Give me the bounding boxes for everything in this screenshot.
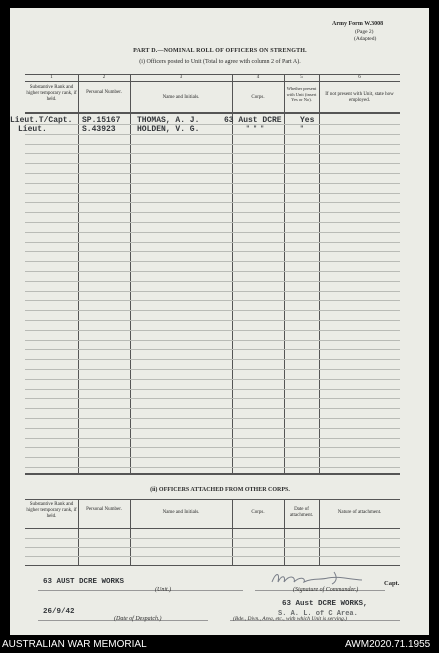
col-header-employed: If not present with Unit, state how employed. (325, 92, 394, 103)
ruled-line (25, 251, 400, 252)
ruled-line (25, 163, 400, 164)
ruled-line (25, 457, 400, 458)
ruled-line (25, 242, 400, 243)
col-number-5: 5 (300, 75, 303, 80)
section1-title: (i) Officers posted to Unit (Total to agree with column 2 of Part A). (139, 59, 301, 65)
col2-header-name: Name and Initials. (162, 510, 200, 515)
section2-title: (ii) OFFICERS ATTACHED FROM OTHER CORPS. (150, 487, 290, 493)
col2-header-date: Date of attachment. (289, 507, 314, 518)
row-present: " (300, 125, 304, 132)
col-header-present: Whether present with Unit (insert Yes or No). (286, 86, 317, 102)
ruled-line (25, 538, 400, 539)
date-label: (Date of Despatch.) (114, 616, 162, 622)
ruled-line (25, 408, 400, 409)
table-row (10, 125, 410, 135)
col-number-3: 3 (179, 75, 183, 80)
footer-right: AWM2020.71.1955 (345, 639, 431, 650)
stamp-line-1: 63 Aust DCRE WORKS, (282, 600, 368, 608)
col2-header-rank: Substantive Rank and higher temporary rank, if held. (26, 502, 77, 519)
ruled-line (25, 349, 400, 350)
date-value: 26/9/42 (43, 608, 75, 616)
ruled-line (25, 310, 400, 311)
form-sheet (10, 8, 429, 635)
form-page: (Page 2) (355, 29, 374, 35)
col-number-1: 1 (50, 75, 53, 80)
ruled-line (25, 379, 400, 380)
row-rank: Lieut.T/Capt. (10, 116, 73, 125)
ruled-line (25, 447, 400, 448)
row-rank: Lieut. (18, 125, 47, 134)
commander-signature (268, 568, 378, 588)
ruled-line (25, 389, 400, 390)
ruled-line (25, 438, 400, 439)
ruled-line (25, 291, 400, 292)
ruled-line (25, 418, 400, 419)
ruled-line (25, 212, 400, 213)
ruled-line (25, 320, 400, 321)
ruled-line (25, 173, 400, 174)
ruled-line (25, 340, 400, 341)
ruled-line (25, 398, 400, 399)
signature-rank: Capt. (384, 580, 400, 587)
ruled-line (25, 232, 400, 233)
row-present: Yes (300, 116, 315, 125)
row-name: HOLDEN, V. G. (137, 125, 200, 134)
ruled-line (25, 467, 400, 468)
part-title: PART D.—NOMINAL ROLL OF OFFICERS ON STRENGTH. (133, 48, 307, 54)
ruled-line (25, 300, 400, 301)
ruled-line (25, 222, 400, 223)
ruled-line (25, 330, 400, 331)
ruled-line (25, 556, 400, 557)
ruled-line (25, 193, 400, 194)
col2-header-number: Personal Number. (86, 507, 122, 512)
footer-bar (0, 636, 439, 653)
ruled-line (25, 359, 400, 360)
col-header-number: Personal Number. (86, 90, 122, 95)
form-number: Army Form W.3008 (332, 21, 384, 27)
row-number: SP.15167 (82, 116, 121, 125)
col-header-corps: Corps. (251, 95, 265, 100)
col2-header-corps: Corps. (251, 510, 265, 515)
unit-label: (Unit.) (155, 587, 172, 593)
ruled-line (25, 202, 400, 203)
col-header-name: Name and Initials. (162, 95, 200, 100)
col2-header-nature: Nature of attachment. (337, 510, 382, 515)
row-corps: " " " (246, 125, 265, 132)
col-header-rank: Substantive Rank and higher temporary rank, if held. (26, 85, 77, 102)
bde-label: (Bde., Divn., Area, etc., with which Unit is serving.) (233, 616, 347, 622)
row-number: S.43923 (82, 125, 116, 134)
ruled-line (25, 183, 400, 184)
ruled-line (25, 369, 400, 370)
unit-value: 63 AUST DCRE WORKS (43, 578, 125, 586)
ruled-line (25, 153, 400, 154)
signature-label: (Signature of Commander.) (293, 587, 359, 593)
ruled-line (25, 261, 400, 262)
footer-left: AUSTRALIAN WAR MEMORIAL (2, 639, 147, 650)
ruled-line (25, 281, 400, 282)
ruled-line (25, 271, 400, 272)
ruled-line (25, 428, 400, 429)
stamp-line-2: S. A. L. of C Area. (278, 610, 358, 618)
form-adapted: (Adapted) (354, 36, 377, 42)
row-corps: 63 Aust DCRE (224, 116, 282, 125)
col-number-6: 6 (358, 75, 361, 80)
col-number-4: 4 (256, 75, 260, 80)
row-name: THOMAS, A. J. (137, 116, 200, 125)
col-number-2: 2 (102, 75, 106, 80)
ruled-line (25, 144, 400, 145)
ruled-line (25, 547, 400, 548)
